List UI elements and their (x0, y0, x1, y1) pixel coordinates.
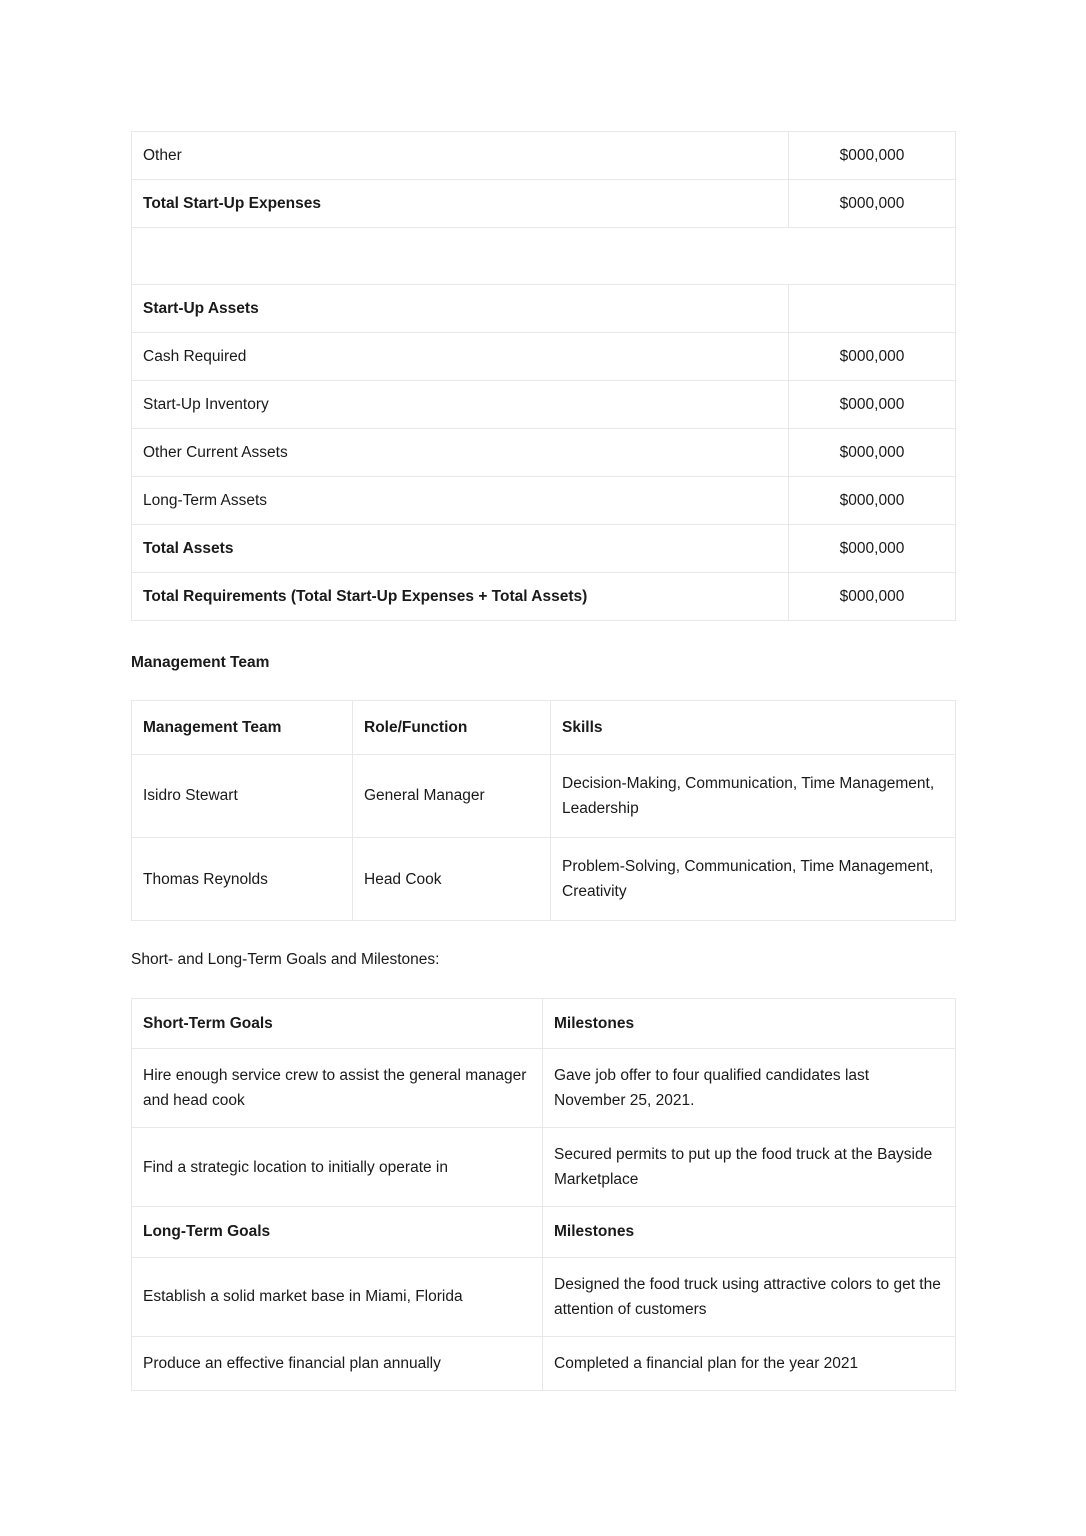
milestone-text: Designed the food truck using attractive colors to get the attention of customers (543, 1257, 956, 1336)
column-header-milestones: Milestones (543, 998, 956, 1048)
member-name: Isidro Stewart (132, 754, 353, 837)
milestone-text: Secured permits to put up the food truck at the Bayside Marketplace (543, 1128, 956, 1207)
member-skills: Problem-Solving, Communication, Time Management, Creativity (551, 838, 956, 921)
table-header-row (132, 1207, 956, 1257)
member-name: Thomas Reynolds (132, 838, 353, 921)
row-label: Other Current Assets (132, 429, 789, 477)
goals-and-milestones-table (131, 998, 956, 1391)
table-header-row (132, 700, 956, 754)
row-spacer-cell (132, 228, 956, 285)
goal-text: Find a strategic location to initially operate in (132, 1128, 543, 1207)
column-header-name: Management Team (132, 700, 353, 754)
row-label: Start-Up Assets (132, 285, 789, 333)
table-row (132, 333, 956, 381)
table-row (132, 477, 956, 525)
row-label: Total Assets (132, 525, 789, 573)
spacer (131, 971, 955, 998)
management-table-head (132, 700, 956, 754)
spacer (131, 674, 955, 700)
table-header-row (132, 998, 956, 1048)
table-row-spacer (132, 228, 956, 285)
row-value (789, 285, 956, 333)
row-label: Total Start-Up Expenses (132, 180, 789, 228)
table-row (132, 132, 956, 180)
member-role: General Manager (353, 754, 551, 837)
table-row (132, 573, 956, 621)
goals-heading: Short- and Long-Term Goals and Milestones: (131, 951, 440, 969)
row-value: $000,000 (789, 132, 956, 180)
row-value: $000,000 (789, 477, 956, 525)
row-value: $000,000 (789, 525, 956, 573)
member-skills: Decision-Making, Communication, Time Management, Leadership (551, 754, 956, 837)
row-value: $000,000 (789, 381, 956, 429)
column-header-long-term-goals: Long-Term Goals (132, 1207, 543, 1257)
goal-text: Hire enough service crew to assist the general manager and head cook (132, 1049, 543, 1128)
column-header-skills: Skills (551, 700, 956, 754)
row-value: $000,000 (789, 333, 956, 381)
spacer (131, 621, 955, 652)
goals-table-body (132, 998, 956, 1390)
goal-text: Produce an effective financial plan annually (132, 1336, 543, 1390)
table-row (132, 754, 956, 837)
row-value: $000,000 (789, 429, 956, 477)
management-team-heading: Management Team (131, 654, 270, 671)
management-table-body (132, 754, 956, 920)
goal-text: Establish a solid market base in Miami, Florida (132, 1257, 543, 1336)
start-up-table-body (132, 132, 956, 621)
row-label: Long-Term Assets (132, 477, 789, 525)
column-header-short-term-goals: Short-Term Goals (132, 998, 543, 1048)
milestone-text: Gave job offer to four qualified candidates last November 25, 2021. (543, 1049, 956, 1128)
table-row (132, 381, 956, 429)
table-row (132, 429, 956, 477)
table-row (132, 525, 956, 573)
table-row (132, 285, 956, 333)
row-label: Cash Required (132, 333, 789, 381)
table-row (132, 180, 956, 228)
management-team-table (131, 700, 956, 922)
row-value: $000,000 (789, 573, 956, 621)
table-row (132, 838, 956, 921)
milestone-text: Completed a financial plan for the year 2021 (543, 1336, 956, 1390)
spacer (131, 921, 955, 949)
table-row (132, 1336, 956, 1390)
start-up-financials-table (131, 131, 956, 621)
table-row (132, 1257, 956, 1336)
row-value: $000,000 (789, 180, 956, 228)
column-header-milestones: Milestones (543, 1207, 956, 1257)
table-row (132, 1049, 956, 1128)
table-row (132, 1128, 956, 1207)
member-role: Head Cook (353, 838, 551, 921)
column-header-role: Role/Function (353, 700, 551, 754)
row-label: Total Requirements (Total Start-Up Expenses + Total Assets) (132, 573, 789, 621)
row-label: Start-Up Inventory (132, 381, 789, 429)
row-label: Other (132, 132, 789, 180)
